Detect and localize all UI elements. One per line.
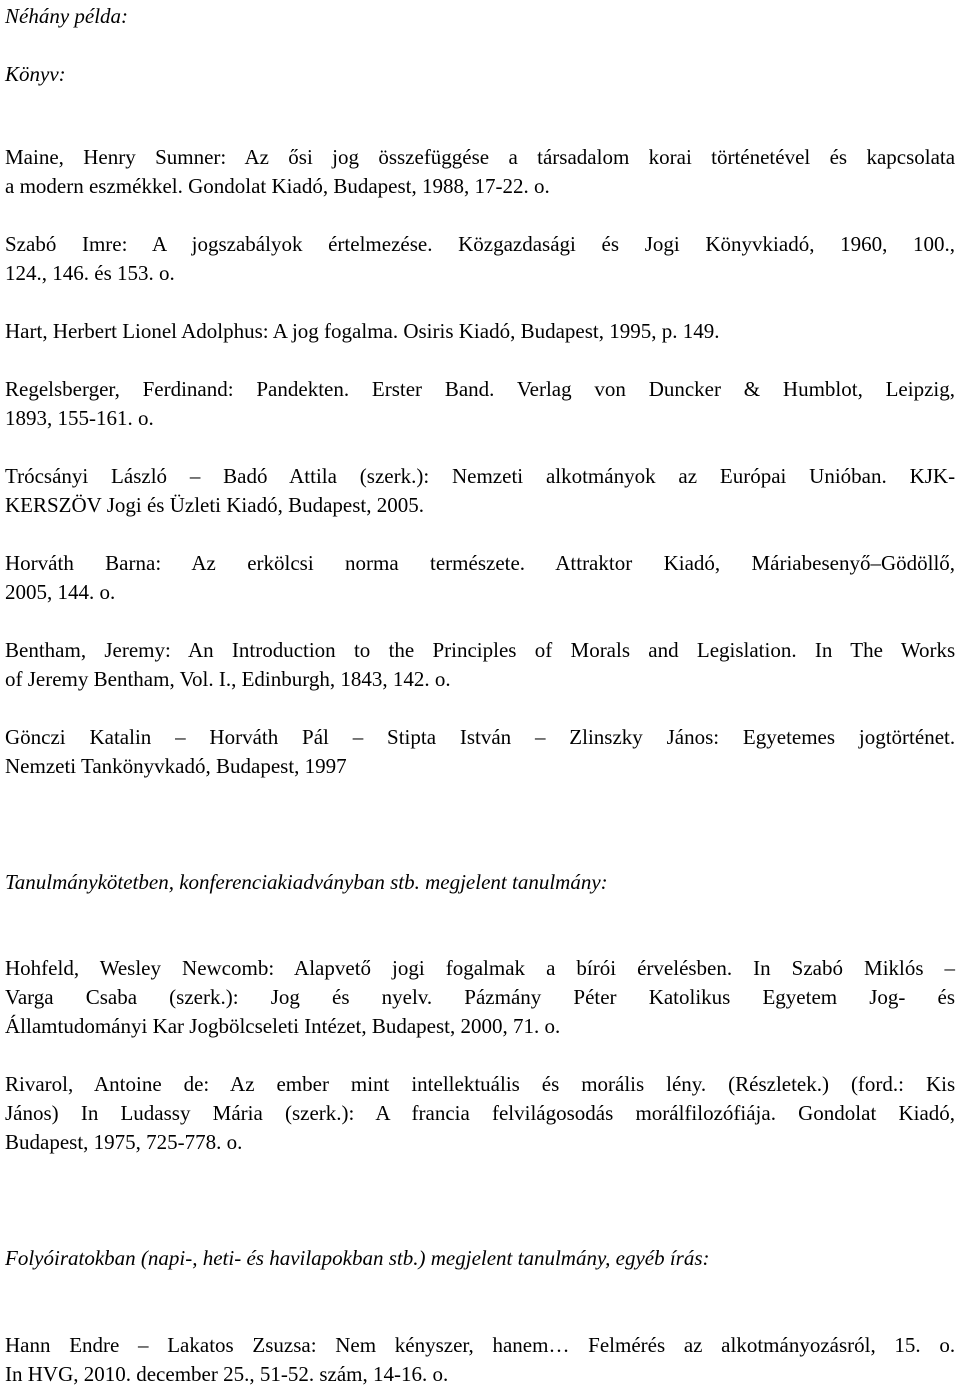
heading-volumes: Tanulmánykötetben, konferenciakiadványban stb. megjelent tanulmány:	[5, 870, 608, 894]
reference-line: KERSZÖV Jogi és Üzleti Kiadó, Budapest, 2005.	[5, 493, 424, 517]
reference-line: Államtudományi Kar Jogbölcseleti Intézet, Budapest, 2000, 71. o.	[5, 1014, 561, 1038]
reference-line: Rivarol, Antoine de: Az ember mint intellektuális és morális lény. (Részletek.) (ford.: Kis	[5, 1072, 956, 1096]
reference-line: 2005, 144. o.	[5, 580, 116, 604]
heading-books: Könyv:	[5, 62, 66, 86]
reference-line: Budapest, 1975, 725-778. o.	[5, 1130, 243, 1154]
reference-line: Horváth Barna: Az erkölcsi norma természete. Attraktor Kiadó, Máriabesenyő–Gödöllő,	[5, 551, 956, 575]
heading-periodicals: Folyóiratokban (napi-, heti- és havilapokban stb.) megjelent tanulmány, egyéb írás:	[5, 1246, 710, 1270]
reference-line: Hohfeld, Wesley Newcomb: Alapvető jogi fogalmak a bírói érvelésben. In Szabó Miklós –	[5, 956, 956, 980]
reference-line: a modern eszmékkel. Gondolat Kiadó, Budapest, 1988, 17-22. o.	[5, 174, 550, 198]
reference-line: Nemzeti Tankönyvkadó, Budapest, 1997	[5, 754, 347, 778]
reference-line: 1893, 155-161. o.	[5, 406, 154, 430]
reference-line: of Jeremy Bentham, Vol. I., Edinburgh, 1843, 142. o.	[5, 667, 451, 691]
reference-line: Bentham, Jeremy: An Introduction to the Principles of Morals and Legislation. In The Works	[5, 638, 956, 662]
reference-line: In HVG, 2010. december 25., 51-52. szám, 14-16. o.	[5, 1362, 449, 1386]
reference-line: János) In Ludassy Mária (szerk.): A francia felvilágosodás morálfilozófiája. Gondolat Kiadó,	[5, 1101, 956, 1125]
reference-line: Szabó Imre: A jogszabályok értelmezése. Közgazdasági és Jogi Könyvkiadó, 1960, 100.,	[5, 232, 956, 256]
reference-line: Regelsberger, Ferdinand: Pandekten. Erster Band. Verlag von Duncker & Humblot, Leipzig,	[5, 377, 955, 401]
reference-line: 124., 146. és 153. o.	[5, 261, 175, 285]
reference-line: Trócsányi László – Badó Attila (szerk.): Nemzeti alkotmányok az Európai Unióban. KJK-	[5, 464, 956, 488]
reference-line: Hann Endre – Lakatos Zsuzsa: Nem kényszer, hanem… Felmérés az alkotmányozásról, 15. o.	[5, 1333, 956, 1357]
reference-line: Gönczi Katalin – Horváth Pál – Stipta István – Zlinszky János: Egyetemes jogtörténet.	[5, 725, 956, 749]
reference-line: Hart, Herbert Lionel Adolphus: A jog fogalma. Osiris Kiadó, Budapest, 1995, p. 149.	[5, 319, 720, 343]
heading-examples: Néhány példa:	[5, 4, 129, 28]
reference-line: Maine, Henry Sumner: Az ősi jog összefüggése a társadalom korai történetével és kapcsolata	[5, 145, 956, 169]
reference-line: Varga Csaba (szerk.): Jog és nyelv. Pázmány Péter Katolikus Egyetem Jog- és	[5, 985, 956, 1009]
